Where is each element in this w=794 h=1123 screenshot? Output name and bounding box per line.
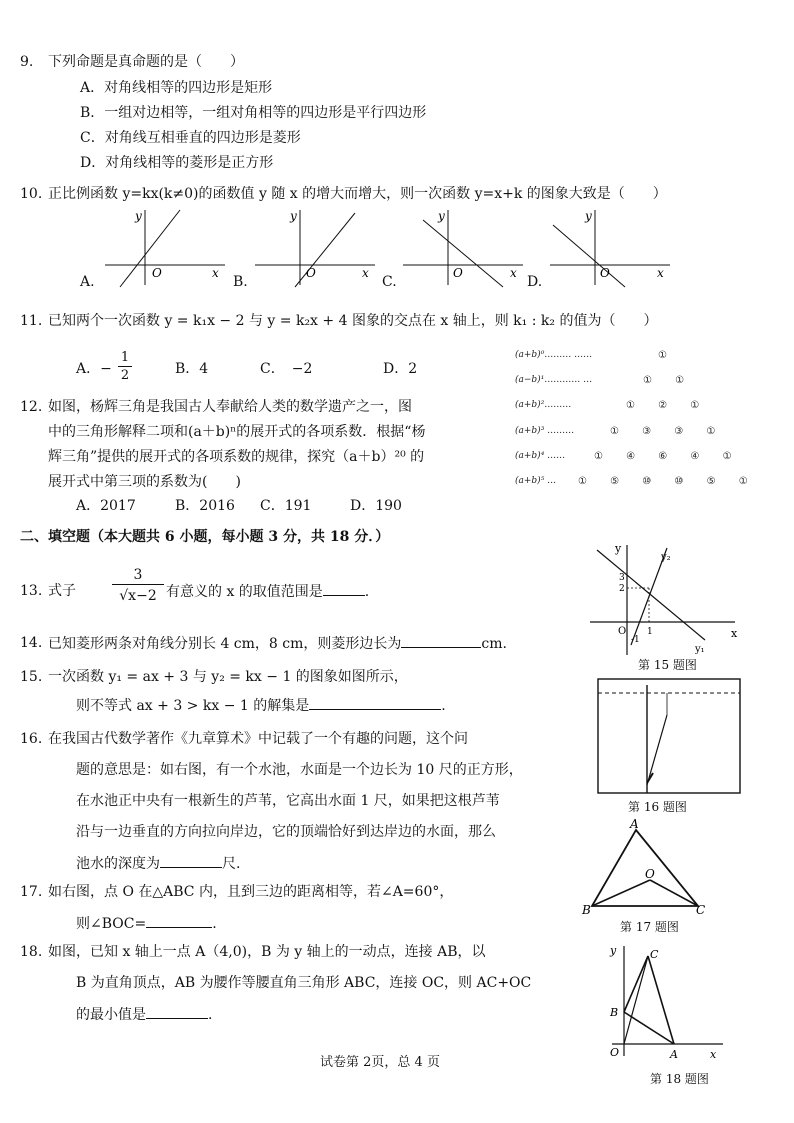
q16-figure [595, 675, 745, 797]
q18-answer-blank[interactable] [146, 1006, 208, 1019]
q10-number: 10. [20, 186, 43, 202]
q15-line-2-text: 则不等式 ax + 3 > kx − 1 的解集是 [76, 698, 310, 714]
q17-caption: 第 17 题图 [620, 920, 679, 934]
q13-number: 13. [20, 583, 43, 599]
q13-answer-blank[interactable] [323, 583, 365, 596]
pascal-row-5-label: (a+b)⁵ … [515, 476, 557, 486]
q15-tick-2: 2 [619, 584, 625, 594]
q16-line-2: 题的意思是：如右图，有一个水池，水面是一个边长为 10 尺的正方形， [76, 762, 523, 778]
q16-last-pre: 池水的深度为 [76, 856, 160, 872]
q10-graph-b [250, 205, 380, 290]
q17-line-2 [76, 915, 217, 933]
q11-option-c: C． −2 [260, 361, 313, 377]
q16-line-5 [76, 855, 240, 873]
q13-frac-den: √x−2 [119, 588, 157, 604]
q15-number: 15. [20, 669, 43, 685]
q10-a-o: O [152, 266, 162, 280]
q17-vertex-c: C [696, 903, 706, 917]
q9-option-d: D．对角线相等的菱形是正方形 [80, 155, 274, 171]
q14-stem: 已知菱形两条对角线分别长 4 cm，8 cm，则菱形边长为 [48, 636, 402, 652]
q18-axis-y: y [610, 944, 617, 957]
q16-line-1: 在我国古代数学著作《九章算术》中记载了一个有趣的问题，这个问 [48, 731, 468, 747]
q11-option-a: A．− [76, 361, 112, 377]
q16-answer-blank[interactable] [160, 855, 222, 868]
q9-option-a: A．对角线相等的四边形是矩形 [80, 80, 273, 96]
q15-caption: 第 15 题图 [638, 658, 697, 672]
q15-figure [585, 540, 745, 660]
pascal-row-2-label: (a+b)²……… [515, 400, 572, 410]
pascal-row-1-coeffs: ① ① [643, 375, 695, 386]
q12-line-3: 辉三角”提供的展开式的各项系数的规律，探究（a＋b）²⁰ 的 [48, 449, 425, 465]
q10-b-o: O [306, 266, 316, 280]
q15-answer-blank[interactable] [309, 697, 441, 710]
q18-number: 18. [20, 944, 43, 960]
q9-stem: 下列命题是真命题的是（ ） [48, 54, 244, 70]
q10-a-x: x [212, 266, 219, 280]
q15-line-1: 一次函数 y₁ = ax + 3 与 y₂ = kx − 1 的图象如图所示， [48, 669, 408, 685]
q12-option-b: B．2016 [175, 498, 235, 514]
q10-label-a: A. [80, 274, 95, 290]
q16-line-4: 沿与一边垂直的方向拉向岸边，它的顶端恰好到达岸边的水面，那么 [76, 824, 496, 840]
q10-label-c: C. [382, 274, 397, 290]
q15-tick-m1: -1 [631, 635, 640, 645]
q15-axis-y: y [615, 542, 622, 555]
q15-tick-3: 3 [619, 573, 625, 583]
q15-origin: O [618, 626, 627, 637]
q12-option-a: A．2017 [76, 498, 136, 514]
pascal-row-1-label: (a−b)¹………… … [515, 375, 593, 385]
page-footer: 试卷第 2页，总 4 页 [320, 1055, 440, 1070]
q13-frac-num: 3 [112, 567, 164, 585]
q17-point-o: O [645, 867, 655, 881]
q16-last-post: 尺. [222, 856, 241, 872]
q14-text [48, 635, 507, 653]
q16-caption: 第 16 题图 [628, 800, 687, 814]
q10-d-o: O [600, 266, 610, 280]
q17-figure [580, 818, 710, 918]
q12-option-c: C．191 [260, 498, 312, 514]
q12-line-4: 展开式中第三项的系数为( ) [48, 474, 241, 490]
q9-option-c: C．对角线互相垂直的四边形是菱形 [80, 130, 301, 146]
q18-line-3-pre: 的最小值是 [76, 1007, 146, 1023]
q13-post [166, 583, 369, 601]
q11-frac-num: 1 [118, 350, 132, 367]
q14-answer-blank[interactable] [401, 635, 481, 648]
q18-line-2: B 为直角顶点，AB 为腰作等腰直角三角形 ABC，连接 OC，则 AC+OC [76, 975, 532, 991]
q11-option-b: B．4 [175, 361, 209, 377]
q17-answer-blank[interactable] [146, 915, 212, 928]
q18-caption: 第 18 题图 [650, 1072, 709, 1086]
q15-axis-x: x [731, 627, 738, 640]
q10-d-x: x [657, 266, 664, 280]
q14-unit: cm. [481, 636, 507, 652]
q18-line-3 [76, 1006, 212, 1024]
q10-c-y: y [438, 209, 445, 223]
q14-number: 14. [20, 635, 43, 651]
q10-graph-a [100, 205, 230, 290]
q17-line-1: 如右图，点 O 在△ABC 内，且到三边的距离相等，若∠A=60°， [48, 884, 454, 900]
q10-label-b: B. [233, 274, 248, 290]
q12-line-2: 中的三角形解释二项和(a＋b)ⁿ的展开式的各项系数．根据“杨 [48, 424, 426, 440]
q17-line-2-pre: 则∠BOC= [76, 916, 147, 932]
q16-line-3: 在水池正中央有一根新生的芦苇，它高出水面 1 尺，如果把这根芦苇 [76, 793, 500, 809]
q15-label-y2: y₂ [661, 552, 671, 563]
q11-frac-den: 2 [120, 368, 130, 383]
q10-b-y: y [290, 209, 297, 223]
q9-number: 9. [20, 54, 34, 70]
q11-option-d: D．2 [383, 361, 418, 377]
q15-line-2 [76, 697, 446, 715]
q13-post-text: 有意义的 x 的取值范围是 [166, 584, 323, 600]
pascal-row-3-coeffs: ① ③ ③ ① [610, 426, 726, 437]
pascal-row-5-coeffs: ① ⑤ ⑩ ⑩ ⑤ ① [578, 476, 758, 487]
q18-point-c: C [650, 948, 659, 961]
q18-axis-x: x [710, 1048, 717, 1061]
q10-graph-d [545, 205, 675, 290]
q18-line-3-post: . [208, 1007, 213, 1023]
q10-label-d: D. [527, 274, 543, 290]
q17-number: 17. [20, 884, 43, 900]
q9-option-b: B．一组对边相等，一组对角相等的四边形是平行四边形 [80, 105, 427, 121]
q12-number: 12. [20, 399, 43, 415]
q15-tick-1: 1 [647, 627, 653, 637]
q15-end: . [441, 698, 446, 714]
q10-stem: 正比例函数 y=kx(k≠0)的函数值 y 随 x 的增大而增大，则一次函数 y=x+k 的图象大致是（ ） [48, 186, 667, 202]
pascal-row-0-coeffs: ① [658, 350, 677, 361]
q18-figure [598, 938, 728, 1063]
q18-point-b: B [610, 1006, 619, 1019]
q13-pre: 式子 [48, 583, 76, 599]
pascal-row-4-coeffs: ① ④ ⑥ ④ ① [594, 451, 742, 462]
q11-stem: 已知两个一次函数 y = k₁x − 2 与 y = k₂x + 4 图象的交点在 x 轴上，则 k₁ : k₂ 的值为（ ） [48, 313, 658, 329]
q16-number: 16. [20, 731, 43, 747]
pascal-row-0-label: (a+b)⁰……… …… [515, 350, 593, 360]
q18-point-a: A [670, 1048, 678, 1061]
q17-vertex-a: A [630, 818, 639, 831]
q10-c-o: O [453, 266, 463, 280]
q10-graph-c [398, 205, 528, 290]
q13-end: . [364, 584, 370, 600]
q10-c-x: x [510, 266, 517, 280]
q10-a-y: y [135, 209, 142, 223]
q17-vertex-b: B [582, 903, 591, 917]
q18-origin: O [610, 1046, 620, 1059]
q17-line-2-post: . [212, 916, 217, 932]
section-2-heading: 二、填空题（本大题共 6 小题，每小题 3 分，共 18 分．） [20, 529, 390, 545]
q10-b-x: x [362, 266, 369, 280]
q18-line-1: 如图，已知 x 轴上一点 A（4,0)，B 为 y 轴上的一动点，连接 AB，以 [48, 944, 486, 960]
pascal-row-2-coeffs: ① ② ① [626, 400, 710, 411]
q11-number: 11. [20, 313, 43, 329]
q12-line-1: 如图，杨辉三角是我国古人奉献给人类的数学遗产之一，图 [48, 399, 412, 415]
q10-d-y: y [585, 209, 592, 223]
q15-label-y1: y₁ [695, 644, 705, 655]
q12-option-d: D．190 [350, 498, 402, 514]
pascal-row-4-label: (a+b)⁴ …… [515, 451, 566, 461]
pascal-row-3-label: (a+b)³ ……… [515, 426, 575, 436]
